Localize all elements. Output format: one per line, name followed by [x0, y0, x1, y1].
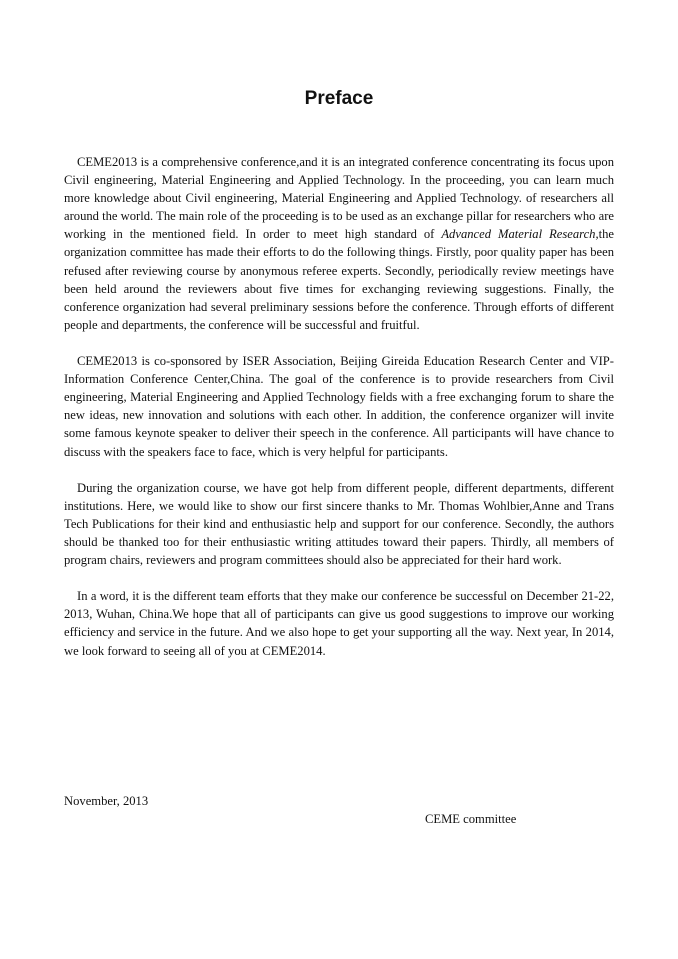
page-title: Preface — [304, 88, 374, 109]
paragraph-1 — [64, 153, 614, 334]
journal-title: Advanced Material Research, — [441, 227, 599, 242]
paragraph-4: In a word, it is the different team efforts that they make our conference be successful on December 21-22, 2013, Wuhan, China.We hope that all of participants can give us good suggestions to improve our working efficiency and service in the future. And we also hope to get your supporting all the way. Next year, In 2014, we look forward to seeing all of you at CEME2014. — [64, 589, 614, 658]
signature: CEME committee — [425, 812, 517, 826]
paragraph-2: CEME2013 is co-sponsored by ISER Association, Beijing Gireida Education Research Center and VIP-Information Conference Center,China. The goal of the conference is to provide researchers from Civil engineering, Material Engineering and Applied Technology fields with a free exchanging forum to share the new ideas, new innovation and solutions with each other. In addition, the conference organizer will invite some famous keynote speaker to deliver their speech in the conference. All participants will have chance to discuss with the speakers face to face, which is very helpful for participants. — [64, 354, 614, 459]
paragraph-1-text-after: the organization committee has made their efforts to do the following things. Firstly, poor quality paper has been refused after reviewing course by anonymous referee experts. Secondly, periodically review meetings have been held around the reviewers about five times for exchanging reviewing suggestions. Finally, the conference organization had several preliminary sessions before the conference. Through efforts of different people and departments, the conference will be successful and fruitful. — [64, 227, 614, 332]
paragraph-3: During the organization course, we have got help from different people, different departments, different institutions. Here, we would like to show our first sincere thanks to Mr. Thomas Wohlbier,Anne and Trans Tech Publications for their kind and enthusiastic help and support for our conference. Secondly, the authors should be thanked too for their enthusiastic writing attitudes toward their papers. Thirdly, all members of program chairs, reviewers and program committees should also be appreciated for their hard work. — [64, 480, 614, 568]
paragraph-1-text-before: CEME2013 is a comprehensive conference,and it is an integrated conference concentrating its focus upon Civil engineering, Material Engineering and Applied Technology. In the proceeding, you can learn much more knowledge about Civil engineering, Material Engineering and Applied Technology. of researchers all around the world. The main role of the proceeding is to be used as an exchange pillar for researchers who are working in the mentioned field. In order to meet high standard of — [64, 155, 614, 242]
preface-body — [64, 153, 614, 678]
preface-date: November, 2013 — [64, 794, 149, 808]
